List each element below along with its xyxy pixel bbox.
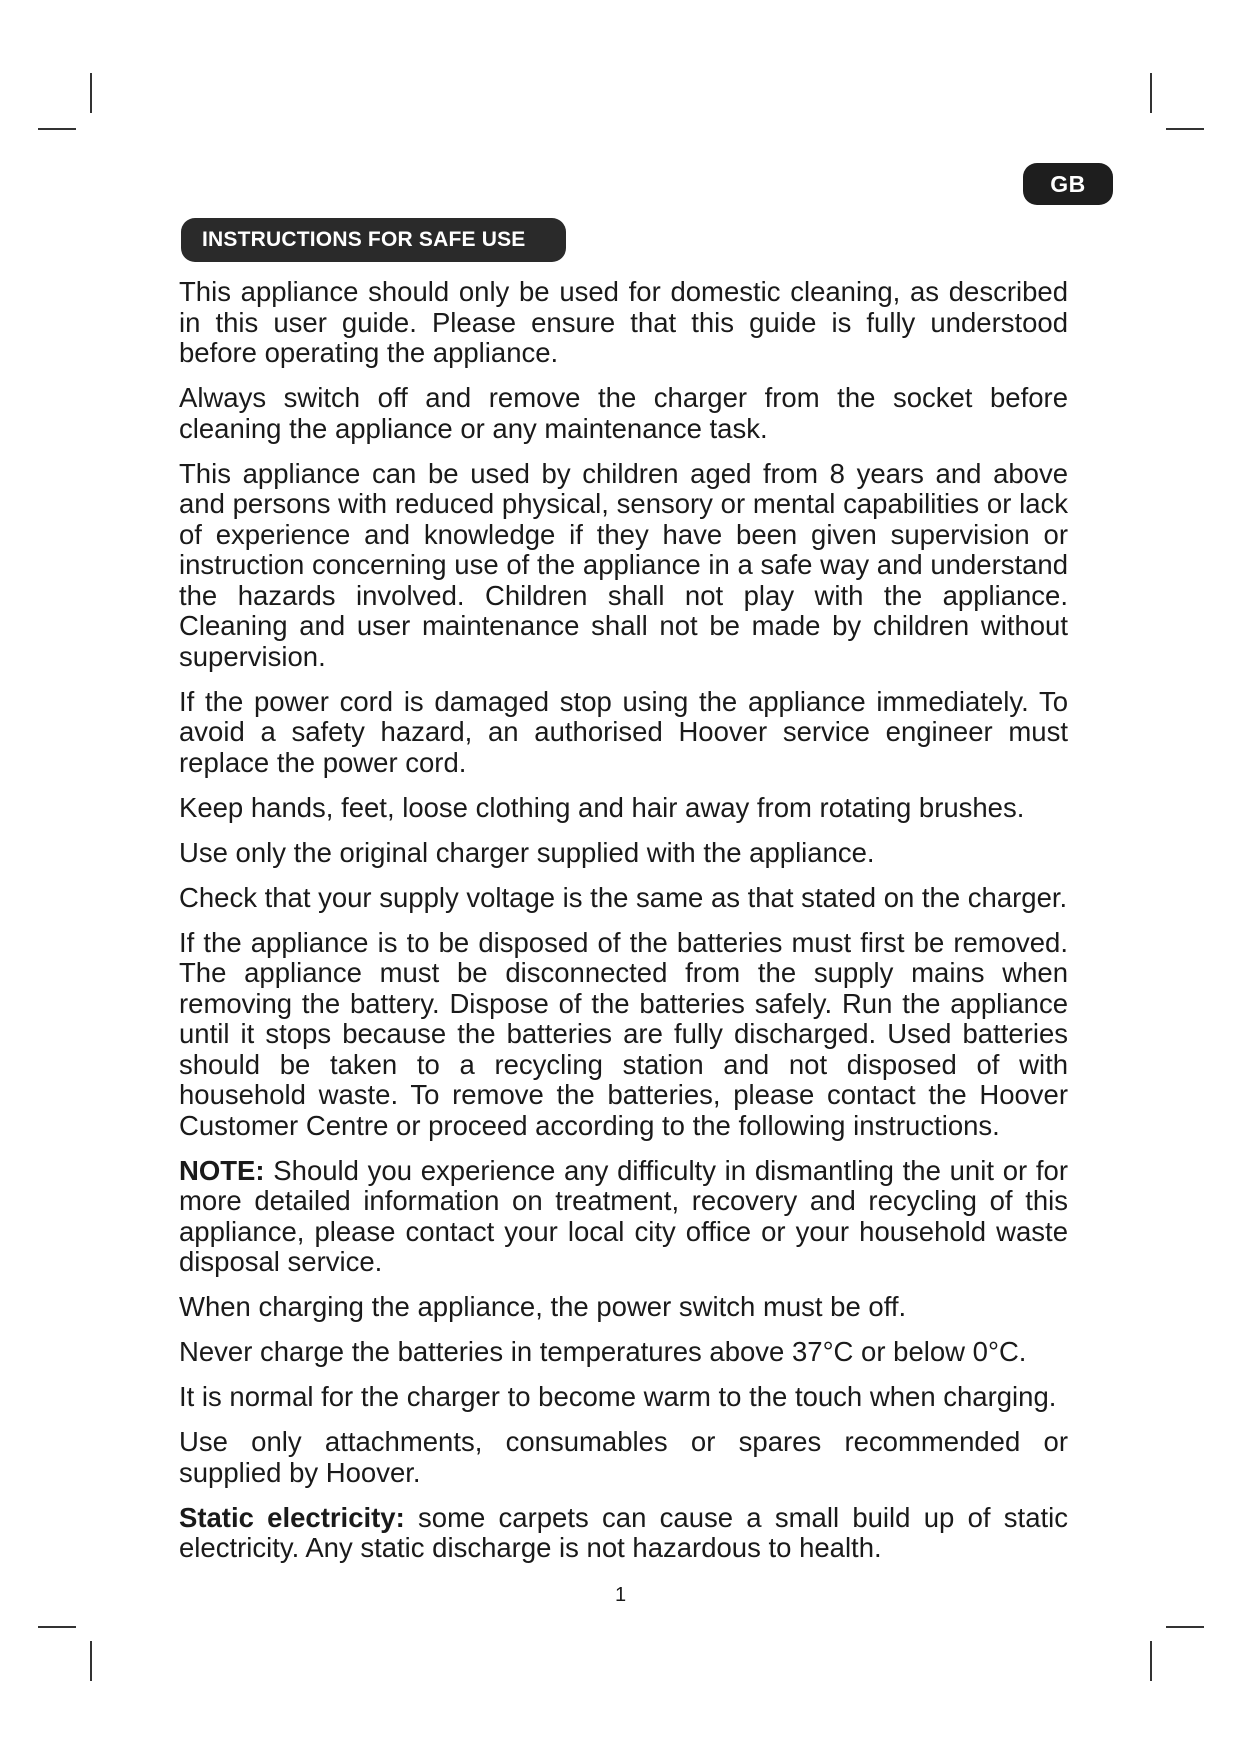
paragraph-text: It is normal for the charger to become warm to the touch when charging. <box>179 1381 1057 1412</box>
paragraph-children <box>179 459 1068 673</box>
paragraph-text: When charging the appliance, the power switch must be off. <box>179 1291 907 1322</box>
section-title: INSTRUCTIONS FOR SAFE USE <box>181 218 566 262</box>
note-label: NOTE: <box>179 1154 265 1186</box>
crop-mark-top-right-vertical <box>1150 73 1152 113</box>
paragraph-text: Always switch off and remove the charger from the socket before cleaning the appliance or any maintenance task. <box>179 382 1068 444</box>
paragraph-rotating-brushes <box>179 793 1068 824</box>
crop-mark-bottom-right-vertical <box>1150 1641 1152 1681</box>
paragraph-power-switch <box>179 1292 1068 1323</box>
paragraph-text: some carpets can cause a small build up of static electricity. Any static discharge is not hazardous to health. <box>179 1501 1068 1563</box>
paragraph-switch-off <box>179 383 1068 444</box>
paragraph-charger-warm <box>179 1382 1068 1413</box>
paragraph-text: Use only attachments, consumables or spares recommended or supplied by Hoover. <box>179 1426 1068 1488</box>
paragraph-text: If the appliance is to be disposed of the batteries must first be removed. The appliance must be disconnected from the supply mains when removing the battery. Dispose of the batteries safely. Run the appliance until it stops because the batteries are fully discharged. Used batteries should be taken to a recycling station and not disposed of with household waste. To remove the batteries, please contact the Hoover Customer Centre or proceed according to the following instructions. <box>179 926 1068 1141</box>
paragraph-text: This appliance can be used by children aged from 8 years and above and persons with reduced physical, sensory or mental capabilities or lack of experience and knowledge if they have been given supervision or instruction concerning use of the appliance in a safe way and understand the hazards involved. Children shall not play with the appliance. Cleaning and user maintenance shall not be made by children without supervision. <box>179 457 1068 672</box>
paragraph-note <box>179 1156 1068 1278</box>
page-number: 1 <box>614 1584 627 1606</box>
crop-mark-top-left-vertical <box>90 73 92 113</box>
paragraph-text: Keep hands, feet, loose clothing and hair away from rotating brushes. <box>179 791 1025 823</box>
instructions-body <box>179 277 1068 1578</box>
static-electricity-label: Static electricity: <box>179 1501 405 1533</box>
paragraph-domestic-use <box>179 277 1068 369</box>
paragraph-original-charger <box>179 838 1068 869</box>
crop-mark-top-left-horizontal <box>38 128 76 130</box>
paragraph-battery-disposal <box>179 928 1068 1142</box>
paragraph-attachments <box>179 1427 1068 1488</box>
paragraph-static-electricity <box>179 1503 1068 1564</box>
paragraph-text: Check that your supply voltage is the same as that stated on the charger. <box>179 881 1068 913</box>
crop-mark-bottom-left-vertical <box>90 1641 92 1681</box>
paragraph-power-cord <box>179 687 1068 779</box>
language-badge: GB <box>1023 163 1113 205</box>
paragraph-text: This appliance should only be used for domestic cleaning, as described in this user guide. Please ensure that this guide is fully understood before operating the appliance. <box>179 276 1068 368</box>
paragraph-text: Never charge the batteries in temperatures above 37°C or below 0°C. <box>179 1336 1027 1367</box>
paragraph-text: Use only the original charger supplied with the appliance. <box>179 836 875 868</box>
crop-mark-bottom-left-horizontal <box>38 1626 76 1628</box>
paragraph-text: If the power cord is damaged stop using the appliance immediately. To avoid a safety hazard, an authorised Hoover service engineer must replace the power cord. <box>179 685 1068 778</box>
paragraph-text: Should you experience any difficulty in dismantling the unit or for more detailed information on treatment, recovery and recycling of this appliance, please contact your local city office or your household waste disposal service. <box>179 1154 1068 1277</box>
paragraph-charge-temperature <box>179 1337 1068 1368</box>
paragraph-supply-voltage <box>179 883 1068 914</box>
crop-mark-top-right-horizontal <box>1166 128 1204 130</box>
crop-mark-bottom-right-horizontal <box>1166 1626 1204 1628</box>
